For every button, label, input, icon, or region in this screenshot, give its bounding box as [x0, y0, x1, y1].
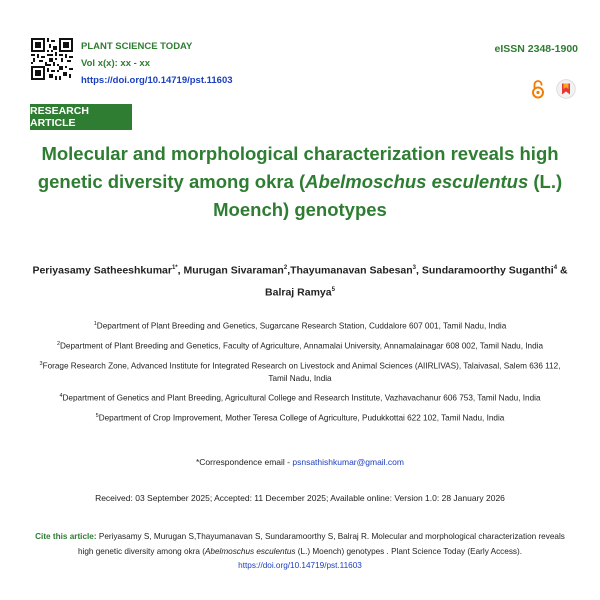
affiliation	[30, 390, 570, 405]
correspondence-label: *Correspondence email -	[195, 457, 293, 467]
eissn: eISSN 2348-1900	[494, 43, 578, 55]
author-affiliation-marker: 2	[283, 265, 288, 271]
affiliation-marker: 2	[56, 340, 61, 347]
affiliation-list	[30, 318, 570, 430]
author-separator: ,	[416, 264, 422, 277]
volume-info: Vol x(x): xx - xx	[81, 58, 150, 69]
affiliation-text: Department of Genetics and Plant Breeding, Agricultural College and Research Institute, Vazhavachanur 606 753, Tamil Nadu, India	[62, 393, 541, 403]
author-separator: ,	[177, 264, 184, 277]
author-affiliation-marker: 4	[553, 265, 558, 271]
affiliation	[30, 338, 570, 353]
citation-label: Cite this article:	[35, 532, 97, 541]
affiliation-marker: 1	[93, 321, 97, 327]
affiliation-text: Department of Crop Improvement, Mother Teresa College of Agriculture, Pudukkottai 622 102, Tamil Nadu, India	[98, 413, 505, 423]
author-separator: ,	[287, 264, 291, 277]
author-name: Murugan Sivaraman	[183, 264, 284, 277]
citation-text: Periyasamy S, Murugan S,Thayumanavan S, Sundaramoorthy S, Balraj R. Molecular and morphological characterization reveals high genetic diversity among okra (	[77, 532, 565, 556]
author-list	[30, 259, 570, 302]
citation-text-after: (L.) Moench) genotypes . Plant Science Today (Early Access).	[295, 546, 523, 556]
affiliation	[30, 318, 570, 333]
crossmark-icon[interactable]	[556, 79, 576, 99]
author-affiliation-marker: 3	[412, 265, 417, 271]
open-access-icon[interactable]	[531, 79, 545, 99]
author-name: Sundaramoorthy Suganthi	[421, 264, 554, 277]
citation	[30, 530, 570, 574]
affiliation-marker: 5	[95, 412, 99, 419]
citation-doi-link[interactable]: https://doi.org/10.14719/pst.11603	[238, 561, 362, 570]
title-part-2: (L.) Moench) genotypes	[213, 171, 563, 220]
affiliation-text: Department of Plant Breeding and Genetics, Faculty of Agriculture, Annamalai University, Annamalainagar 608 002, Tamil Nadu, India	[60, 341, 544, 351]
citation-species: Abelmoschus esculentus	[204, 546, 296, 556]
journal-name: PLANT SCIENCE TODAY	[81, 41, 193, 52]
title-species: Abelmoschus esculentus	[305, 171, 529, 192]
doi-link[interactable]: https://doi.org/10.14719/pst.11603	[81, 75, 233, 86]
affiliation	[30, 358, 570, 385]
correspondence	[0, 457, 600, 467]
author-name: Balraj Ramya	[265, 286, 332, 298]
author-name: Periyasamy Satheeshkumar	[32, 264, 172, 277]
author-affiliation-marker: 5	[331, 286, 335, 293]
journal-info	[81, 38, 233, 89]
affiliation-marker: 3	[39, 360, 43, 367]
affiliation-text: Forage Research Zone, Advanced Institute for Integrated Research on Livestock and Animal Sciences (AIIRLIVAS), Talaivasal, Salem 636 112, Tamil Nadu, India	[42, 361, 561, 383]
publication-dates: Received: 03 September 2025; Accepted: 11 December 2025; Available online: Version 1.0: 28 January 2026	[95, 493, 505, 503]
affiliation-text: Department of Plant Breeding and Genetics, Sugarcane Research Station, Cuddalore 607 001, Tamil Nadu, India	[96, 321, 507, 331]
affiliation-marker: 4	[59, 393, 63, 400]
author-affiliation-marker: 1*	[171, 265, 178, 271]
author-separator: &	[557, 264, 568, 277]
article-title	[30, 140, 570, 224]
correspondence-email-link[interactable]: psnsathishkumar@gmail.com	[292, 457, 404, 467]
research-article-banner: RESEARCH ARTICLE	[30, 104, 132, 130]
affiliation	[30, 410, 570, 425]
author-name: Thayumanavan Sabesan	[290, 264, 413, 277]
title-part-1: Molecular and morphological characterization reveals high genetic diversity among okra (	[37, 143, 559, 192]
qr-code-icon	[31, 38, 73, 80]
